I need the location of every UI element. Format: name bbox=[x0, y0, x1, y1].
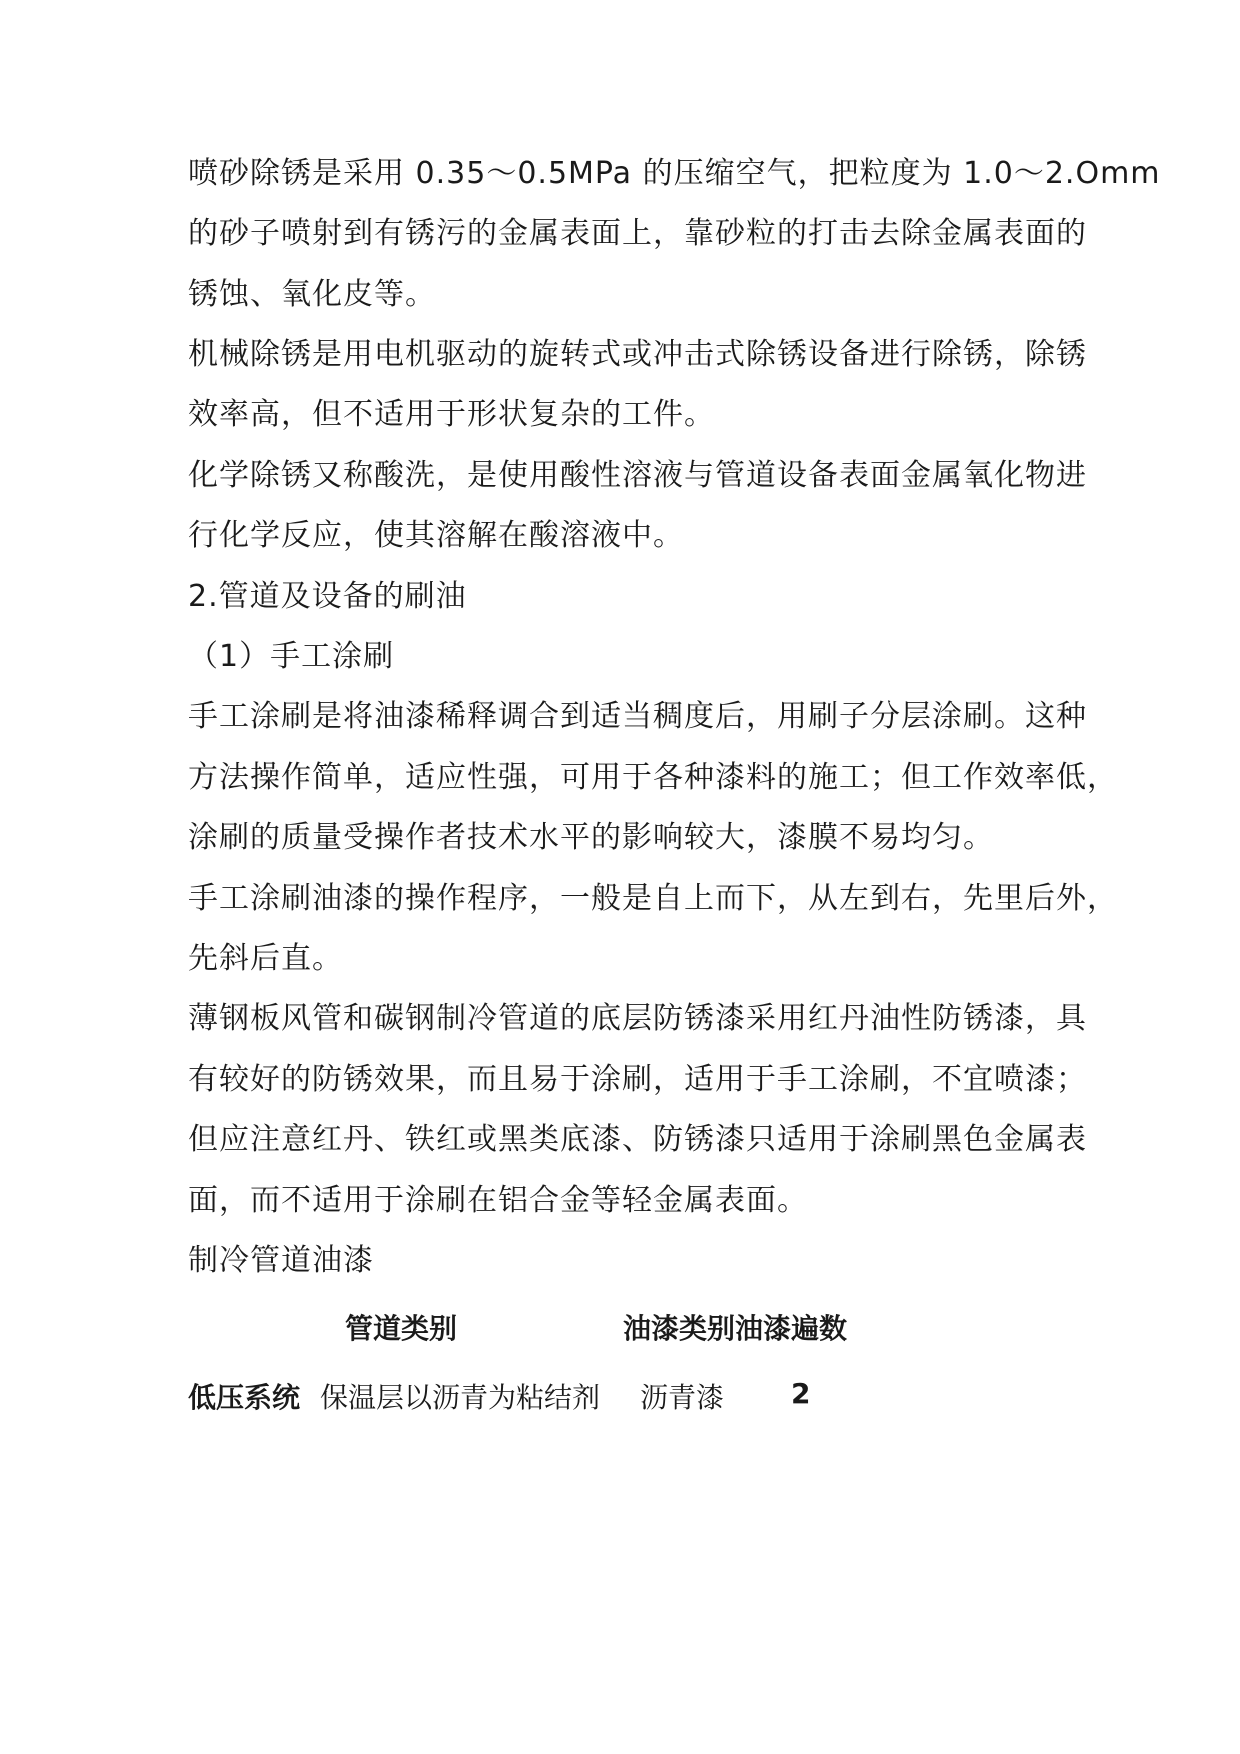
paragraph-line: 喷砂除锈是采用 0.35～0.5MPa 的压缩空气，把粒度为 1.0～2.Omm bbox=[188, 156, 1161, 191]
table-header-paint-type-count: 油漆类别油漆遍数 bbox=[623, 1312, 848, 1345]
paragraph-line: 手工涂刷油漆的操作程序，一般是自上而下，从左到右，先里后外， bbox=[188, 881, 1118, 916]
paragraph-line: 效率高，但不适用于形状复杂的工件。 bbox=[188, 397, 715, 432]
paragraph-line: 但应注意红丹、铁红或黑类底漆、防锈漆只适用于涂刷黑色金属表 bbox=[188, 1122, 1087, 1157]
paragraph-line: 行化学反应，使其溶解在酸溶液中。 bbox=[188, 518, 684, 553]
table-cell-coats: 2 bbox=[791, 1377, 811, 1410]
paragraph-line: 薄钢板风管和碳钢制冷管道的底层防锈漆采用红丹油性防锈漆，具 bbox=[188, 1001, 1087, 1036]
paragraph-line: 先斜后直。 bbox=[188, 941, 343, 976]
paragraph-line: 的砂子喷射到有锈污的金属表面上，靠砂粒的打击去除金属表面的 bbox=[188, 216, 1087, 251]
paragraph-line: 手工涂刷是将油漆稀释调合到适当稠度后，用刷子分层涂刷。这种 bbox=[188, 699, 1087, 734]
paragraph-line: 锈蚀、氧化皮等。 bbox=[188, 277, 436, 312]
paragraph-line: 涂刷的质量受操作者技术水平的影响较大，漆膜不易均匀。 bbox=[188, 820, 994, 855]
paragraph-line: 面，而不适用于涂刷在铝合金等轻金属表面。 bbox=[188, 1183, 808, 1218]
subsection-heading: （1）手工涂刷 bbox=[188, 639, 395, 674]
table-cell-system: 低压系统 bbox=[188, 1381, 301, 1414]
table-cell-condition: 保温层以沥青为粘结剂 bbox=[320, 1381, 601, 1414]
paragraph-line: 机械除锈是用电机驱动的旋转式或冲击式除锈设备进行除锈，除锈 bbox=[188, 337, 1087, 372]
section-heading: 2.管道及设备的刷油 bbox=[188, 579, 467, 614]
table-cell-paint-type: 沥青漆 bbox=[640, 1381, 725, 1414]
paragraph-line: 化学除锈又称酸洗，是使用酸性溶液与管道设备表面金属氧化物进 bbox=[188, 458, 1087, 493]
paragraph-line: 方法操作简单，适应性强，可用于各种漆料的施工；但工作效率低， bbox=[188, 760, 1118, 795]
table-caption: 制冷管道油漆 bbox=[188, 1243, 374, 1278]
paragraph-line: 有较好的防锈效果，而且易于涂刷，适用于手工涂刷，不宜喷漆； bbox=[188, 1062, 1087, 1097]
table-header-pipe-category: 管道类别 bbox=[345, 1312, 458, 1345]
